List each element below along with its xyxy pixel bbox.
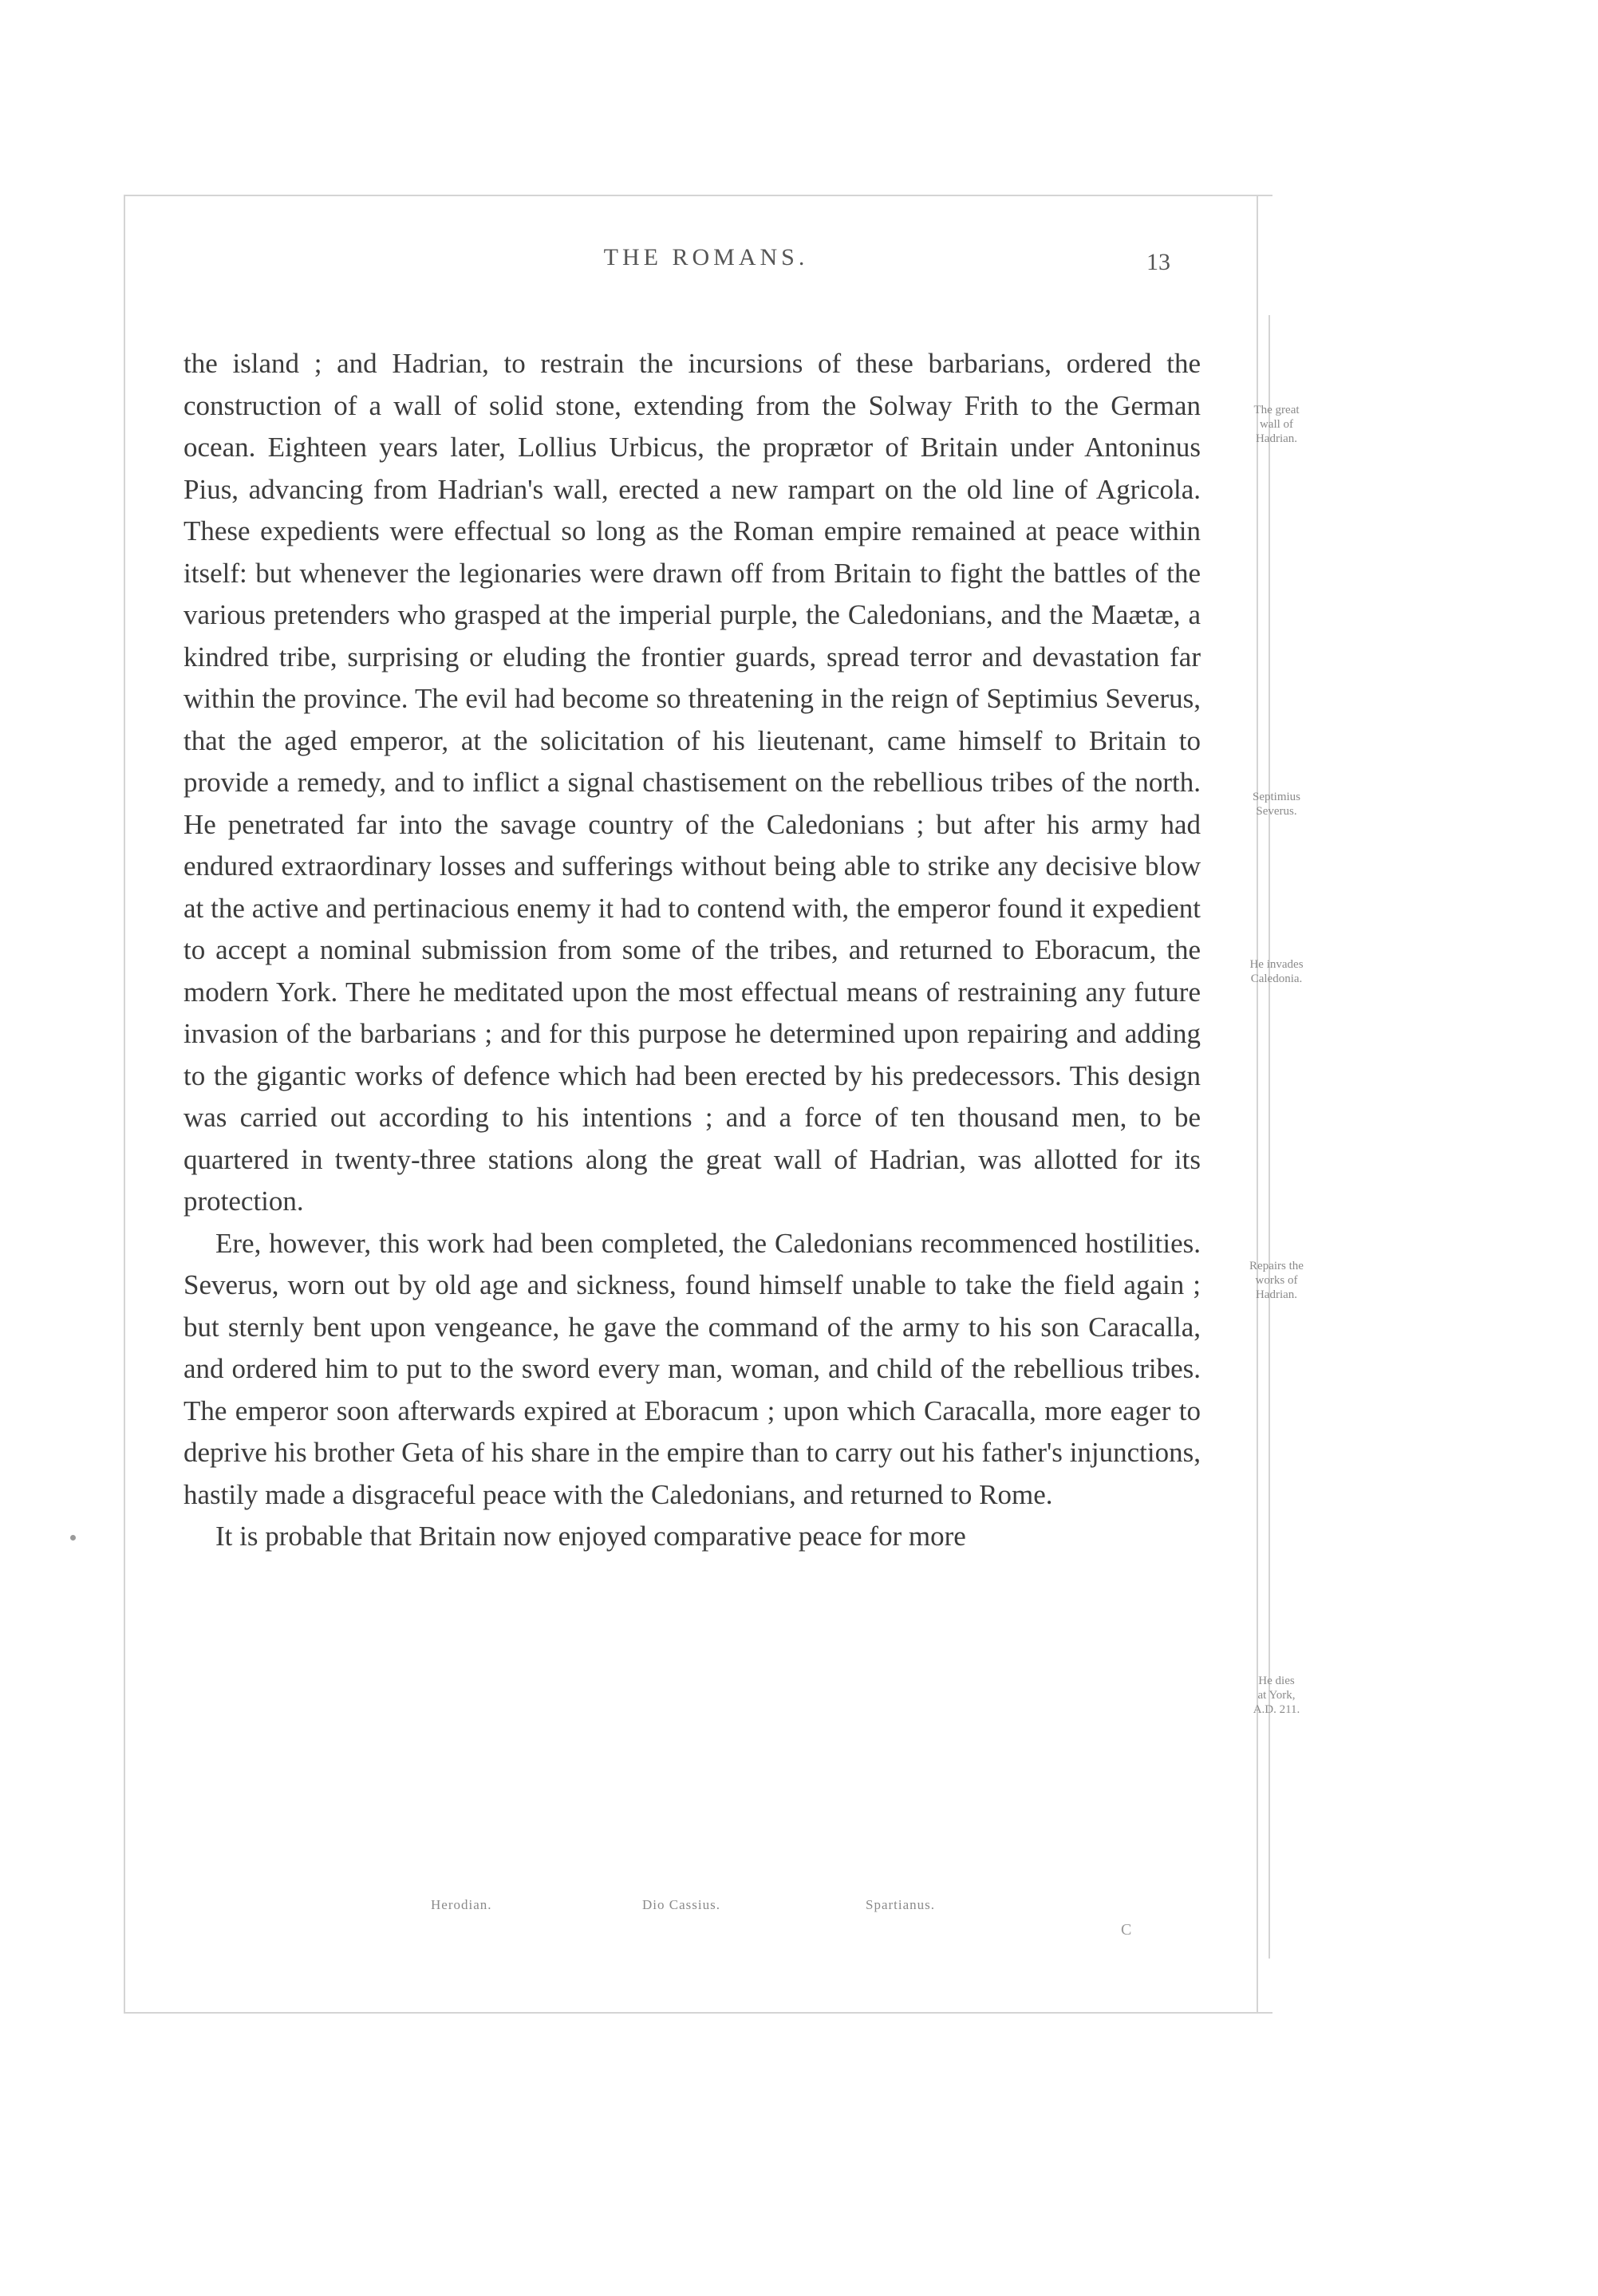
body-text (183, 343, 1201, 1558)
page-number: 13 (1146, 249, 1170, 275)
paragraph: It is probable that Britain now enjoyed comparative peace for more (215, 1521, 966, 1552)
footnote-dio-cassius: Dio Cassius. (642, 1897, 720, 1912)
signature-mark: C (1121, 1921, 1132, 1939)
running-head: THE ROMANS. (603, 244, 809, 270)
right-rule (1257, 195, 1258, 2014)
footnote-spartianus: Spartianus. (866, 1897, 936, 1912)
paragraph: the island ; and Hadrian, to restrain the incursions of these barbarians, ordered the construction of a wall of solid stone, extending from the Solway Frith to the German ocean. Eighteen years later, Lollius Urbicus, the proprætor of Britain under Antoninus Pius, advancing from Hadrian's wall, erected a new rampart on the old line of Agricola. These expedients were effectual so long as the Roman empire remained at peace within itself: but whenever the legionaries were drawn off from Britain to fight the battles of the various pretenders who grasped at the imperial purple, the Caledonians, and the Maætæ, a kindred tribe, surprising or eluding the frontier guards, spread terror and devastation far within the province. The evil had become so threatening in the reign of Septimius Severus, that the aged emperor, at the solicitation of his lieutenant, came himself to Britain to provide a remedy, and to inflict a signal chastisement on the rebellious tribes of the north. He penetrated far into the savage country of the Caledonians ; but after his army had endured extraordinary losses and sufferings without being able to strike any decisive blow at the active and pertinacious enemy it had to contend with, the emperor found it expedient to accept a nominal submission from some of the tribes, and returned to Eboracum, the modern York. There he meditated upon the most effectual means of restraining any future invasion of the barbarians ; and for this purpose he determined upon repairing and adding to the gigantic works of defence which had been erected by his predecessors. This design was carried out according to his intentions ; and a force of ten thousand men, to be quartered in twenty-three stations along the great wall of Hadrian, was allotted for its protection. (183, 348, 1201, 1217)
margin-note-dies: He dies at York, A.D. 211. (1253, 1675, 1300, 1716)
margin-note-wall: The great wall of Hadrian. (1253, 404, 1300, 445)
margin-note-severus: Septimius Severus. (1252, 791, 1300, 818)
left-rule (124, 195, 125, 2014)
margin-note-invades: He invades Caledonia. (1249, 958, 1304, 985)
bottom-rule (124, 2012, 1272, 2014)
top-rule (124, 195, 1272, 196)
ink-speck (70, 1535, 76, 1541)
paragraph: Ere, however, this work had been completed, the Caledonians recommenced hostilities. Severus, worn out by old age and sickness, found himself unable to take the field again ; but sternly bent upon vengeance, he gave the command of the army to his son Caracalla, and ordered him to put to the sword every man, woman, and child of the rebellious tribes. The emperor soon afterwards expired at Eboracum ; upon which Caracalla, more eager to deprive his brother Geta of his share in the empire than to carry out his father's injunctions, hastily made a disgraceful peace with the Caledonians, and returned to Rome. (183, 1227, 1201, 1510)
margin-note-repairs: Repairs the works of Hadrian. (1249, 1260, 1304, 1301)
footnote-herodian: Herodian. (431, 1897, 492, 1912)
